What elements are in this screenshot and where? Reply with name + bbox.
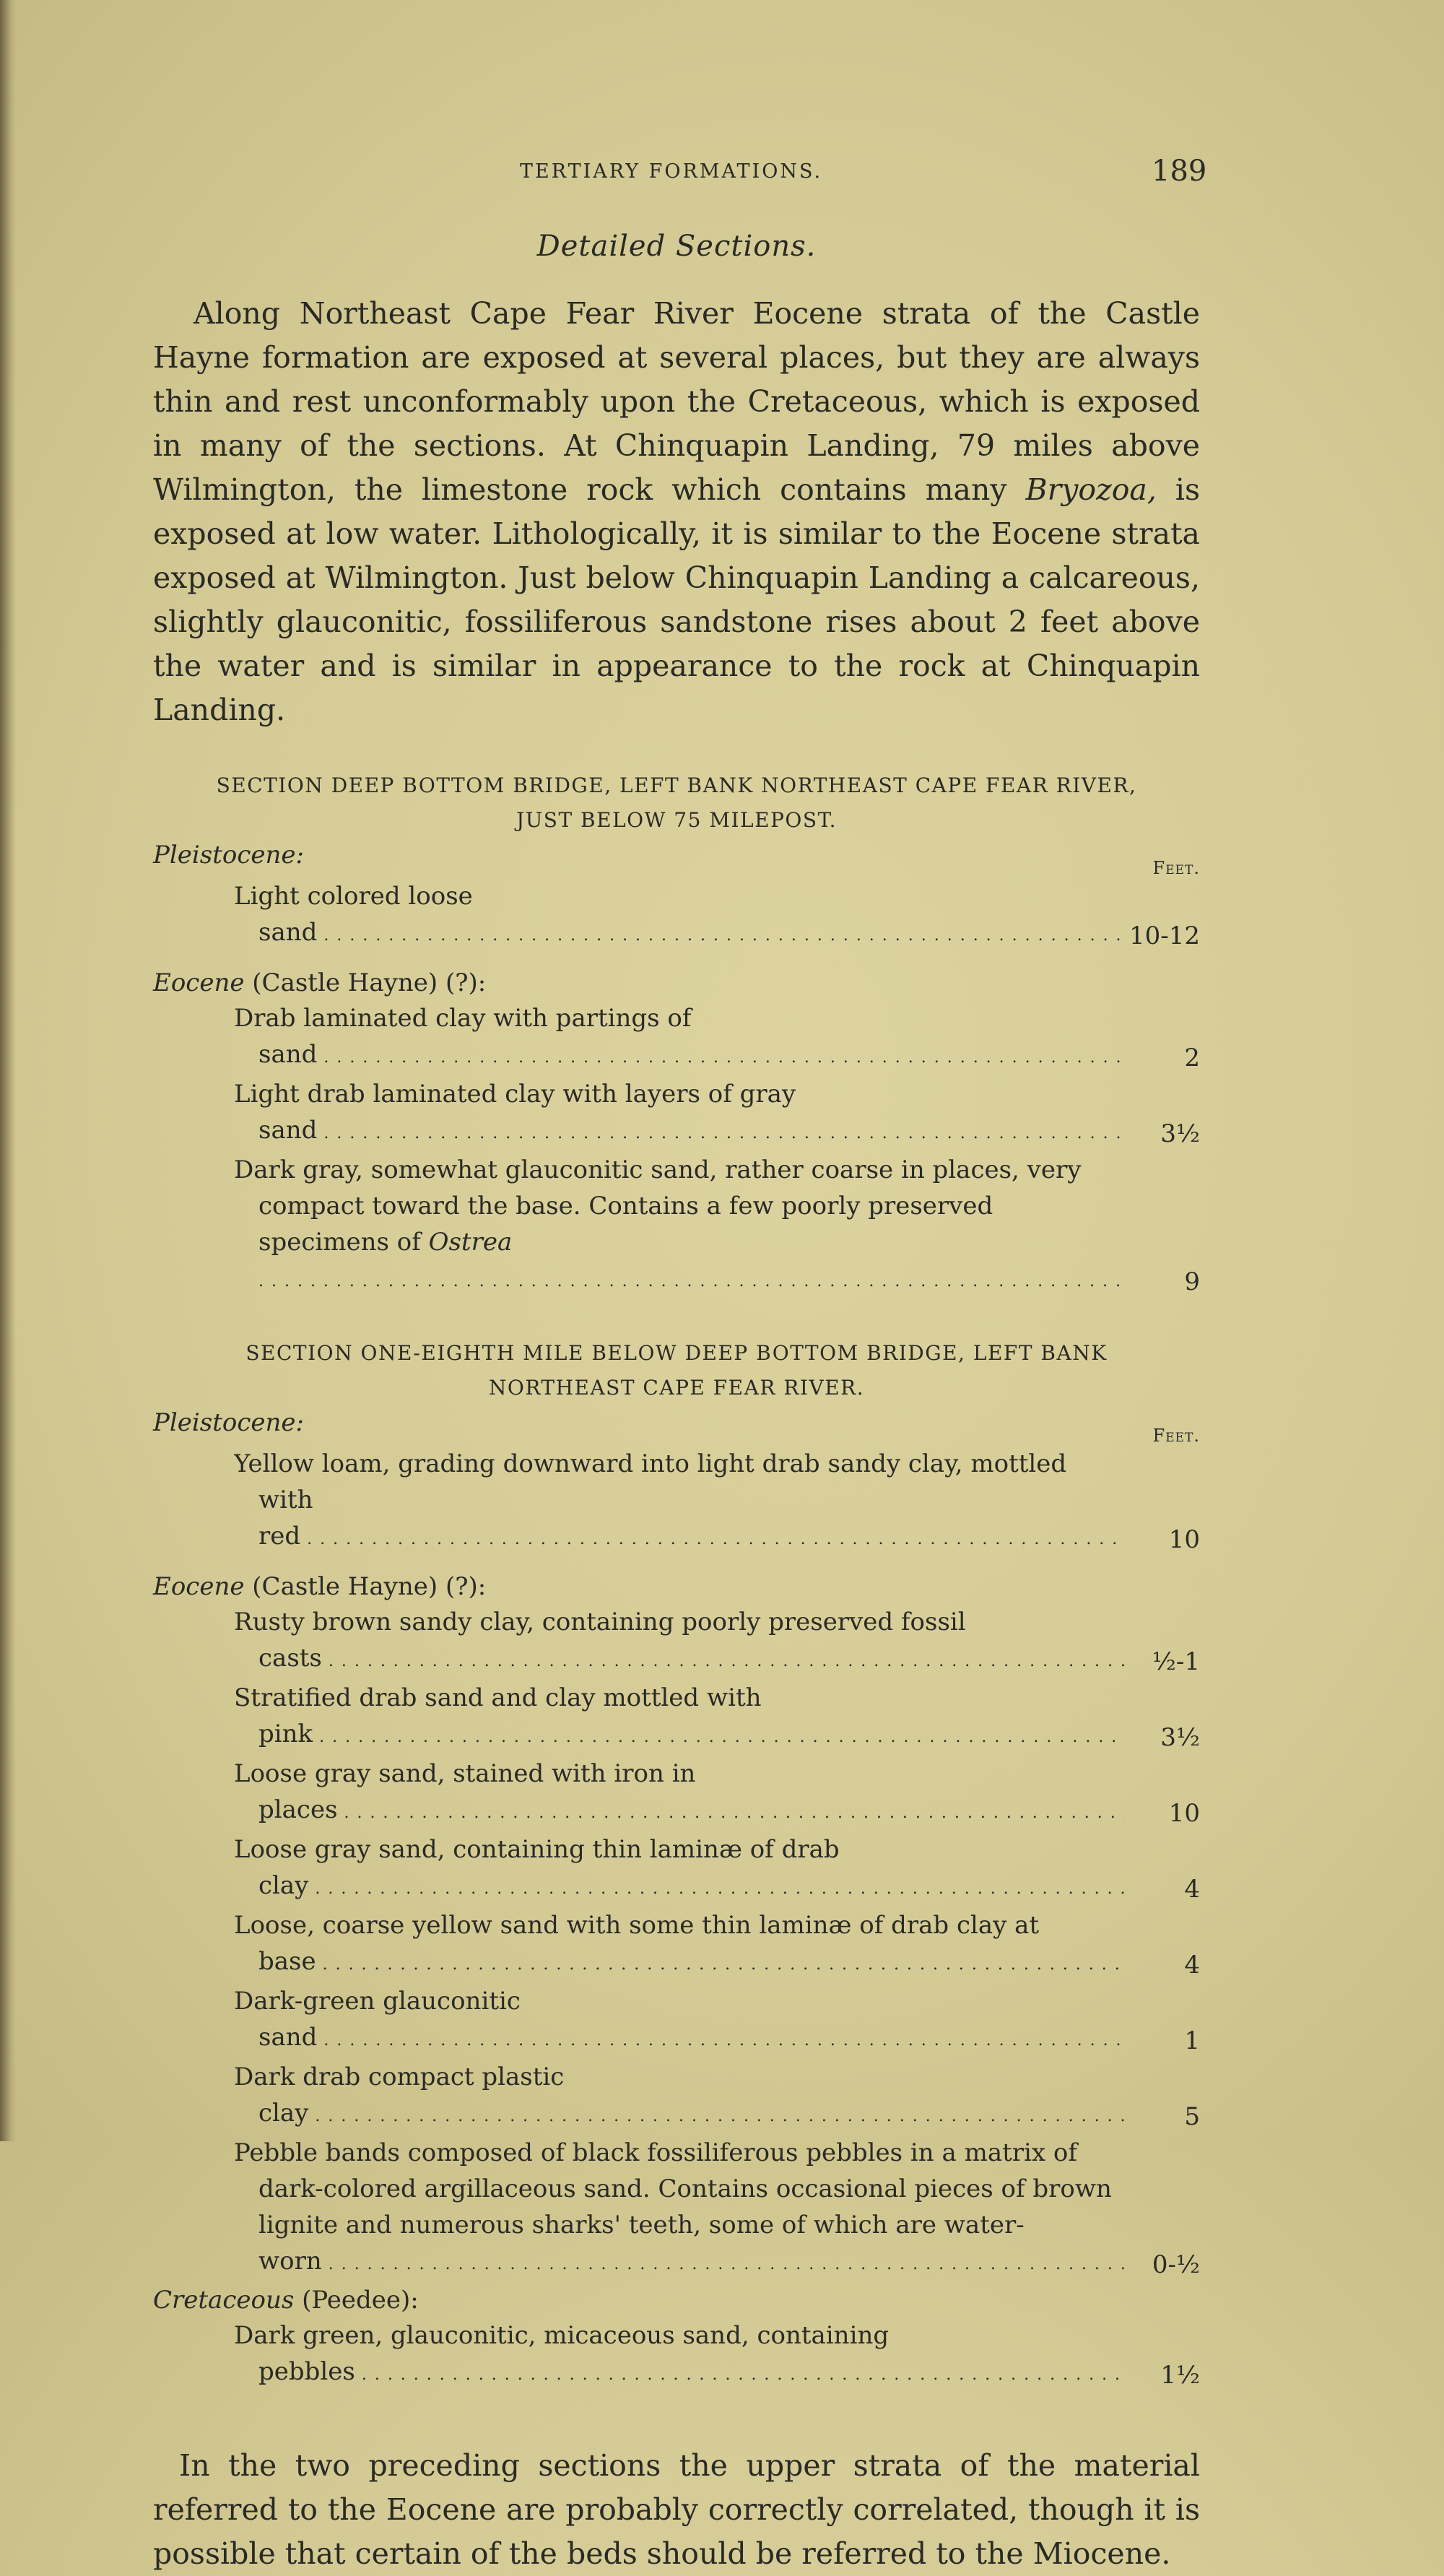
era-heading (153, 2283, 1200, 2317)
section-entry (153, 1000, 1200, 1076)
page-body (153, 230, 1200, 2576)
era-formation: (Castle Hayne) (?): (244, 968, 487, 997)
section-entry (153, 1983, 1200, 2059)
entry-description: Light colored loose sand . . . (234, 882, 1125, 947)
era-name: Eocene (153, 1572, 245, 1601)
section-2 (153, 1336, 1200, 2393)
entry-thickness-feet: 4 (1184, 1875, 1200, 1904)
running-title: TERTIARY FORMATIONS. (520, 160, 823, 183)
entry-description: Loose, coarse yellow sand with some thin laminæ of drab clay at base . . . (234, 1911, 1125, 1976)
era-formation: (Castle Hayne) (?): (244, 1572, 487, 1601)
era-heading (153, 1569, 1200, 1604)
entry-description: Dark-green glauconitic sand . . . (234, 1987, 1125, 2052)
closing-paragraph: In the two preceding sections the upper strata of the material referred to the Eocene are probably correctly correlated, though it is possible that certain of the beds should be referred to the Miocene. (153, 2448, 1200, 2571)
entry-thickness-feet: 9 (1184, 1267, 1200, 1296)
section-entry (153, 2135, 1200, 2283)
intro-text-end: is exposed at low water. Lithologically, it is similar to the Eocene strata exposed at Wilmington. Just below Chinquapin Landing a calcareous, slightly glauconitic, fossiliferous sandstone rises about 2 feet above the water and is similar in appearance to the rock at Chinquapin Landing. (153, 472, 1200, 727)
section-entry (153, 878, 1200, 954)
section-entry (153, 1756, 1200, 1831)
entry-description: Yellow loam, grading downward into light drab sandy clay, mottled with red . . . (234, 1449, 1125, 1551)
entry-italic: Ostrea (428, 1228, 513, 1257)
entry-thickness-feet: 5 (1184, 2102, 1200, 2131)
section-entry (153, 1446, 1200, 1558)
entry-thickness-feet: 3½ (1160, 1119, 1200, 1148)
era-name: Pleistocene: (153, 1408, 304, 1437)
entry-description: Light drab laminated clay with layers of gray sand . . . (234, 1080, 1125, 1145)
era-formation: (Peedee): (294, 2286, 419, 2315)
entry-description: Loose gray sand, containing thin laminæ of drab clay . . . (234, 1835, 1125, 1900)
title-line: SECTION ONE-EIGHTH MILE BELOW DEEP BOTTOM BRIDGE, LEFT BANK (245, 1341, 1108, 1365)
section-entry (153, 1152, 1200, 1300)
title-line: JUST BELOW 75 MILEPOST. (516, 808, 838, 832)
entry-thickness-feet: ½-1 (1152, 1647, 1200, 1676)
intro-paragraph (153, 292, 1200, 732)
entry-thickness-feet: 3½ (1160, 1723, 1200, 1752)
era-heading (153, 966, 1200, 1000)
feet-label: Feet. (1152, 1426, 1200, 1446)
entry-description: Loose gray sand, stained with iron in places . . . (234, 1759, 1125, 1824)
page-binding-edge (0, 0, 16, 2141)
entry-thickness-feet: 10-12 (1128, 921, 1200, 950)
section-entry (153, 2059, 1200, 2135)
era-name: Pleistocene: (153, 841, 304, 869)
section-entry (153, 1907, 1200, 1983)
section-entry (153, 1604, 1200, 1680)
entry-thickness-feet: 1 (1184, 2026, 1200, 2055)
intro-italic: Bryozoa, (1025, 472, 1157, 507)
era-name: Cretaceous (153, 2286, 295, 2315)
entry-thickness-feet: 10 (1168, 1525, 1200, 1554)
section-entry (153, 2317, 1200, 2393)
section-1 (153, 768, 1200, 1300)
feet-label: Feet. (1152, 858, 1200, 878)
entry-description: Dark green, glauconitic, micaceous sand, containing pebbles . . . (234, 2321, 1125, 2386)
section-entry (153, 1831, 1200, 1907)
entry-thickness-feet: 1½ (1160, 2361, 1200, 2390)
entry-thickness-feet: 2 (1184, 1044, 1200, 1072)
section-1-title (153, 768, 1200, 838)
section-entry (153, 1076, 1200, 1152)
entry-thickness-feet: 4 (1184, 1951, 1200, 1979)
entry-description (234, 1155, 1125, 1293)
entry-description: Drab laminated clay with partings of sand . . . (234, 1004, 1125, 1069)
section-entry (153, 1680, 1200, 1756)
era-name: Eocene (153, 968, 245, 997)
entry-thickness-feet: 10 (1168, 1799, 1200, 1828)
entry-thickness-feet: 0-½ (1152, 2250, 1200, 2279)
entry-description: Rusty brown sandy clay, containing poorly preserved fossil casts . . . (234, 1608, 1125, 1673)
entry-text: Dark gray, somewhat glauconitic sand, rather coarse in places, very compact toward the base. Contains a few poorly preserved specimens of (234, 1155, 1082, 1257)
entry-description: Stratified drab sand and clay mottled with pink . . . (234, 1683, 1125, 1748)
section-2-title (153, 1336, 1200, 1405)
page-number: 189 (1152, 155, 1207, 188)
section-subheading: Detailed Sections. (536, 230, 817, 263)
title-line: SECTION DEEP BOTTOM BRIDGE, LEFT BANK NORTHEAST CAPE FEAR RIVER, (216, 773, 1137, 797)
intro-text: Along Northeast Cape Fear River Eocene strata of the Castle Hayne formation are exposed at several places, but they are always thin and rest unconformably upon the Cretaceous, which is exposed in many of the sections. At Chinquapin Landing, 79 miles above Wilmington, the limestone rock which contains many (153, 296, 1200, 507)
title-line: NORTHEAST CAPE FEAR RIVER. (488, 1376, 865, 1400)
entry-description: Pebble bands composed of black fossiliferous pebbles in a matrix of dark-colored argillaceous sand. Contains occasional pieces of brown lignite and numerous sharks' teeth, some of which are water-worn . . . (234, 2138, 1125, 2276)
entry-description: Dark drab compact plastic clay . . . (234, 2063, 1125, 2128)
